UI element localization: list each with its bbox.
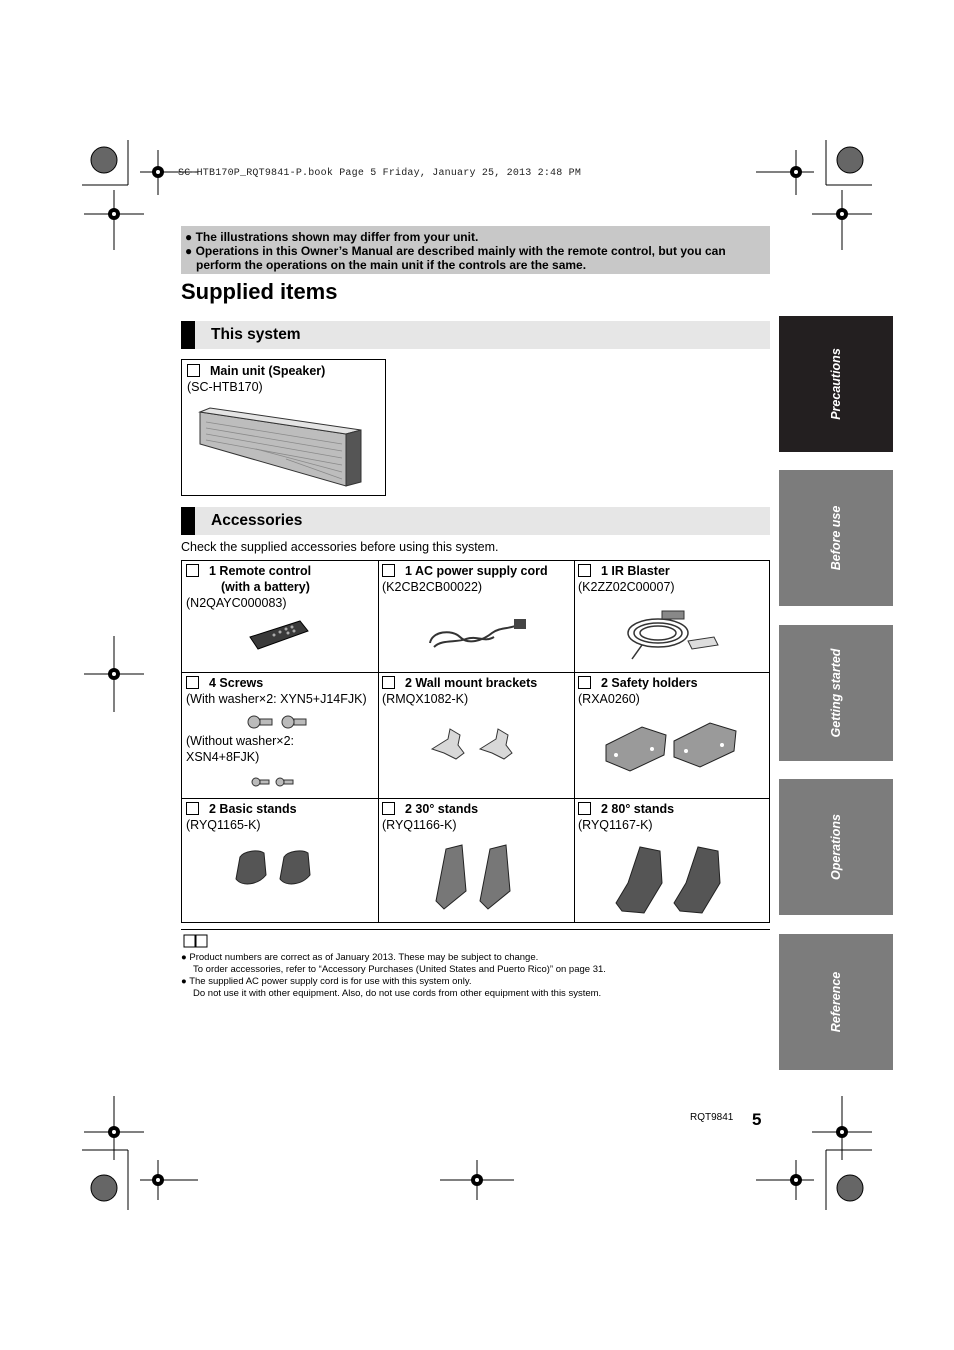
accessory-safety-holders: 2 Safety holders (RXA0260) xyxy=(578,676,698,706)
checkbox[interactable] xyxy=(382,676,395,689)
accessory-screws: 4 Screws (With washer×2: XYN5+J14FJK) xyxy=(186,676,367,706)
checkbox[interactable] xyxy=(578,564,591,577)
accessory-remote: 1 Remote control (with a battery) (N2QAYC000083) xyxy=(186,564,312,610)
30-stands-illustration xyxy=(432,841,522,911)
tab-before-use[interactable]: Before use xyxy=(779,470,893,606)
note-line: ● Operations in this Owner’s Manual are described mainly with the remote control, but you can xyxy=(185,244,726,258)
doc-code: RQT9841 xyxy=(690,1112,734,1123)
notes-box xyxy=(181,226,770,274)
checkbox[interactable] xyxy=(382,564,395,577)
safety-holders-illustration xyxy=(602,715,742,777)
power-cord-illustration xyxy=(422,613,532,653)
accessory-power-cord: 1 AC power supply cord (K2CB2CB00022) xyxy=(382,564,548,594)
item-name: Main unit (Speaker) xyxy=(210,364,326,378)
checkbox[interactable] xyxy=(187,364,200,377)
basic-stands-illustration xyxy=(232,845,322,889)
checkbox[interactable] xyxy=(186,802,199,815)
remote-illustration xyxy=(248,617,312,653)
checkbox[interactable] xyxy=(578,802,591,815)
footnote: ● Product numbers are correct as of January 2013. These may be subject to change. xyxy=(181,952,539,963)
accessory-basic-stands: 2 Basic stands (RYQ1165-K) xyxy=(186,802,297,832)
main-unit-box xyxy=(181,359,386,496)
tab-reference[interactable]: Reference xyxy=(779,934,893,1070)
file-header: SC-HTB170P_RQT9841-P.book Page 5 Friday, January 25, 2013 2:48 PM xyxy=(178,168,582,179)
checkbox[interactable] xyxy=(186,676,199,689)
footnote: To order accessories, refer to “Accessory Purchases (United States and Puerto Rico)” on page 31. xyxy=(193,964,606,975)
accessories-table xyxy=(181,560,770,923)
footnote: ● The supplied AC power supply cord is for use with this system only. xyxy=(181,976,472,987)
accessory-30-stands: 2 30° stands (RYQ1166-K) xyxy=(382,802,479,832)
checkbox[interactable] xyxy=(382,802,395,815)
tab-getting-started[interactable]: Getting started xyxy=(779,625,893,761)
accessory-80-stands: 2 80° stands (RYQ1167-K) xyxy=(578,802,675,832)
checkbox[interactable] xyxy=(578,676,591,689)
book-icon xyxy=(183,934,209,948)
tab-precautions[interactable]: Precautions xyxy=(779,316,893,452)
divider xyxy=(181,929,770,930)
accessory-wall-brackets: 2 Wall mount brackets (RMQX1082-K) xyxy=(382,676,538,706)
accessory-ir-blaster: 1 IR Blaster (K2ZZ02C00007) xyxy=(578,564,675,594)
screws-without-washer: (Without washer×2: XSN4+8FJK) xyxy=(186,734,295,764)
note-line: ● The illustrations shown may differ from your unit. xyxy=(185,230,479,244)
footnote: Do not use it with other equipment. Also, do not use cords from other equipment with this system. xyxy=(193,988,602,999)
page-number: 5 xyxy=(752,1110,762,1129)
section-header-system xyxy=(181,321,770,349)
wall-brackets-illustration xyxy=(428,725,524,765)
section-header-accessories xyxy=(181,507,770,535)
accessories-intro: Check the supplied accessories before using this system. xyxy=(181,540,499,554)
screws-washer-illustration xyxy=(244,713,314,731)
note-line: perform the operations on the main unit if the controls are the same. xyxy=(196,258,587,272)
checkbox[interactable] xyxy=(186,564,199,577)
tab-operations[interactable]: Operations xyxy=(779,779,893,915)
section-title: This system xyxy=(211,326,301,343)
speaker-illustration xyxy=(196,404,371,489)
80-stands-illustration xyxy=(612,843,742,915)
screws-plain-illustration xyxy=(250,775,300,789)
ir-blaster-illustration xyxy=(622,605,722,661)
item-code: (SC-HTB170) xyxy=(187,380,263,394)
page-title: Supplied items xyxy=(181,279,338,304)
section-title: Accessories xyxy=(211,512,303,529)
footnotes xyxy=(181,952,606,1000)
